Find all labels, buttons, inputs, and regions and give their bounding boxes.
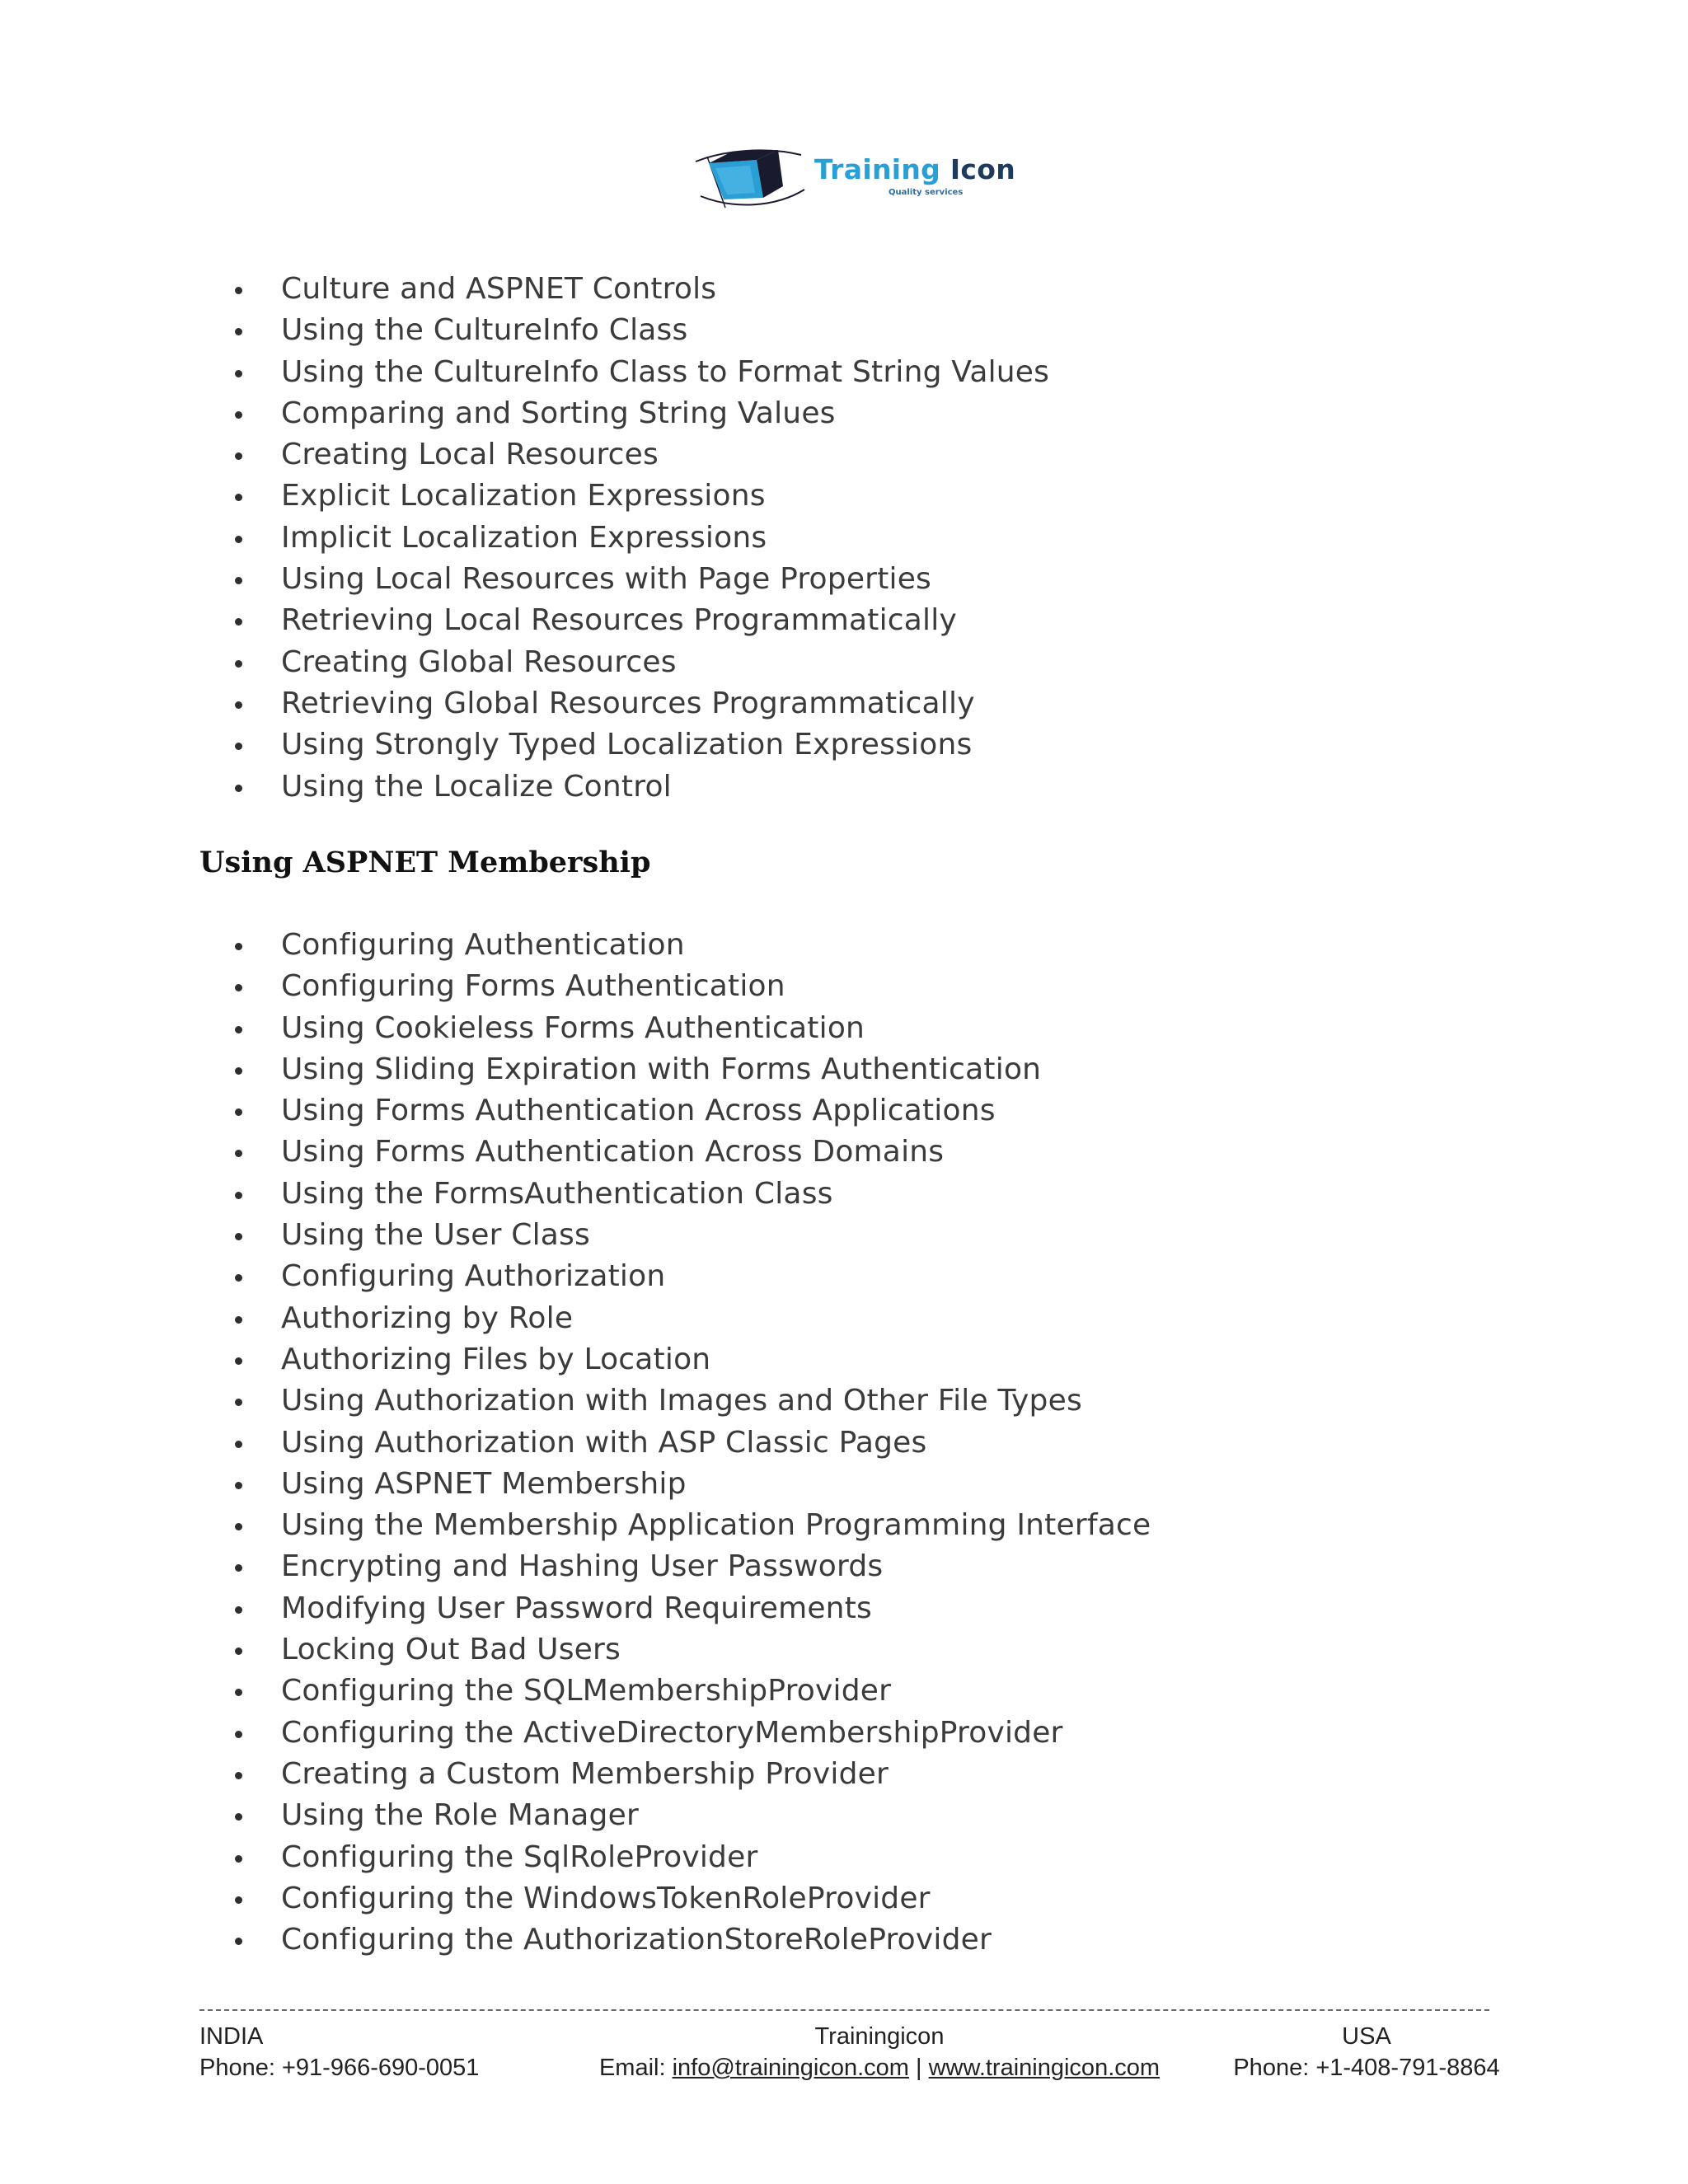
logo-word-icon: Icon [940, 153, 1016, 185]
list-item-text: Creating Local Resources [281, 438, 659, 472]
list-item-text: Using the Localize Control [281, 769, 672, 804]
footer-company [595, 2021, 1164, 2083]
section-heading: Using ASPNET Membership [199, 846, 651, 879]
list-item-text: Using Forms Authentication Across Domains [281, 1135, 945, 1169]
bullet-icon [235, 785, 242, 792]
list-item-text: Using the CultureInfo Class [281, 313, 688, 348]
bullet-icon [235, 660, 242, 668]
list-item-text: Using the Membership Application Programming Interface [281, 1508, 1151, 1543]
bullet-icon [235, 370, 242, 377]
list-item-text: Using ASPNET Membership [281, 1466, 687, 1501]
bullet-icon [235, 1855, 242, 1863]
logo-word-training: Training [814, 153, 941, 185]
list-item-text: Using Strongly Typed Localization Expressions [281, 728, 973, 762]
bullet-icon [235, 536, 242, 543]
bullet-icon [235, 577, 242, 584]
bullet-icon [235, 1523, 242, 1530]
bullet-icon [235, 1316, 242, 1324]
list-item-text: Using the FormsAuthentication Class [281, 1176, 833, 1211]
bullet-icon [235, 1192, 242, 1199]
list-item-text: Configuring the AuthorizationStoreRoleProvider [281, 1923, 992, 1957]
list-item-text: Configuring the SQLMembershipProvider [281, 1674, 892, 1708]
list-item-text: Retrieving Global Resources Programmatically [281, 686, 975, 720]
list-item-text: Culture and ASPNET Controls [281, 272, 717, 306]
bullet-icon [235, 1606, 242, 1614]
footer-website-link[interactable]: www.trainingicon.com [928, 2055, 1160, 2081]
bullet-icon [235, 287, 242, 294]
list-item-text: Using Cookieless Forms Authentication [281, 1010, 865, 1045]
footer-usa-phone: Phone: +1-408-791-8864 [1233, 2055, 1500, 2081]
list-item-text: Authorizing by Role [281, 1301, 574, 1335]
bullet-icon [235, 1772, 242, 1779]
bullet-icon [235, 1896, 242, 1904]
bullet-icon [235, 1233, 242, 1240]
bullet-icon [235, 1150, 242, 1157]
footer-email-label: Email: [598, 2055, 673, 2081]
bullet-icon [235, 1357, 242, 1365]
footer-usa-label: USA [1342, 2023, 1391, 2050]
footer-divider [199, 2009, 1489, 2011]
list-item-text: Explicit Localization Expressions [281, 479, 766, 513]
list-item-text: Implicit Localization Expressions [281, 520, 767, 555]
bullet-icon [235, 452, 242, 460]
list-item-text: Using Sliding Expiration with Forms Authentication [281, 1052, 1042, 1086]
footer-india-label: INDIA [199, 2023, 264, 2050]
list-item-text: Using Forms Authentication Across Applications [281, 1094, 996, 1128]
list-item-text: Configuring Authentication [281, 928, 685, 962]
list-item-text: Using Authorization with Images and Other File Types [281, 1384, 1082, 1418]
list-item-text: Locking Out Bad Users [281, 1633, 621, 1667]
list-item-text: Using the CultureInfo Class to Format String Values [281, 354, 1050, 389]
bullet-icon [235, 1731, 242, 1738]
list-item-text: Using Local Resources with Page Properties [281, 562, 932, 597]
footer-contact-line [595, 2052, 1164, 2083]
list-item-text: Configuring Forms Authentication [281, 969, 785, 1004]
logo-tagline: Quality services [889, 188, 964, 197]
bullet-icon [235, 943, 242, 950]
list-item-text: Modifying User Password Requirements [281, 1591, 872, 1625]
footer-india [199, 2021, 479, 2083]
bullet-icon [235, 411, 242, 419]
footer-separator: | [908, 2055, 929, 2081]
list-item-text: Encrypting and Hashing User Passwords [281, 1549, 884, 1584]
cube-logo-icon [692, 138, 808, 214]
bullet-icon [235, 618, 242, 626]
footer-email-link[interactable]: info@trainingicon.com [672, 2055, 909, 2081]
footer-usa [1218, 2021, 1515, 2083]
bullet-icon [235, 1689, 242, 1696]
list-item-text: Creating a Custom Membership Provider [281, 1756, 889, 1791]
bullet-icon [235, 984, 242, 991]
bullet-icon [235, 1482, 242, 1489]
bullet-icon [235, 743, 242, 750]
list-item-text: Using the Role Manager [281, 1798, 639, 1833]
list-item-text: Retrieving Local Resources Programmatically [281, 603, 957, 638]
bullet-icon [235, 1813, 242, 1821]
bullet-icon [235, 1026, 242, 1033]
list-item-text: Authorizing Files by Location [281, 1342, 711, 1376]
bullet-icon [235, 1067, 242, 1075]
bullet-icon [235, 1441, 242, 1448]
bullet-icon [235, 701, 242, 709]
list-item-text: Configuring Authorization [281, 1259, 666, 1294]
bullet-icon [235, 1399, 242, 1406]
bullet-icon [235, 1274, 242, 1282]
list-item-text: Comparing and Sorting String Values [281, 396, 836, 430]
bullet-icon [235, 1938, 242, 1945]
list-item-text: Using the User Class [281, 1218, 590, 1253]
list-item-text: Using Authorization with ASP Classic Pages [281, 1425, 927, 1460]
training-icon-logo [692, 138, 1016, 214]
list-item-text: Creating Global Resources [281, 644, 677, 679]
footer-india-phone: Phone: +91-966-690-0051 [199, 2055, 480, 2081]
list-item-text: Configuring the ActiveDirectoryMembershipProvider [281, 1715, 1063, 1750]
bullet-icon [235, 1108, 242, 1116]
bullet-icon [235, 494, 242, 501]
list-item-text: Configuring the WindowsTokenRoleProvider [281, 1881, 931, 1915]
list-item-text: Configuring the SqlRoleProvider [281, 1840, 758, 1874]
logo-wordmark [814, 153, 1015, 185]
footer-company-name: Trainingicon [814, 2023, 945, 2050]
bullet-icon [235, 328, 242, 335]
bullet-icon [235, 1564, 242, 1572]
bullet-icon [235, 1647, 242, 1655]
